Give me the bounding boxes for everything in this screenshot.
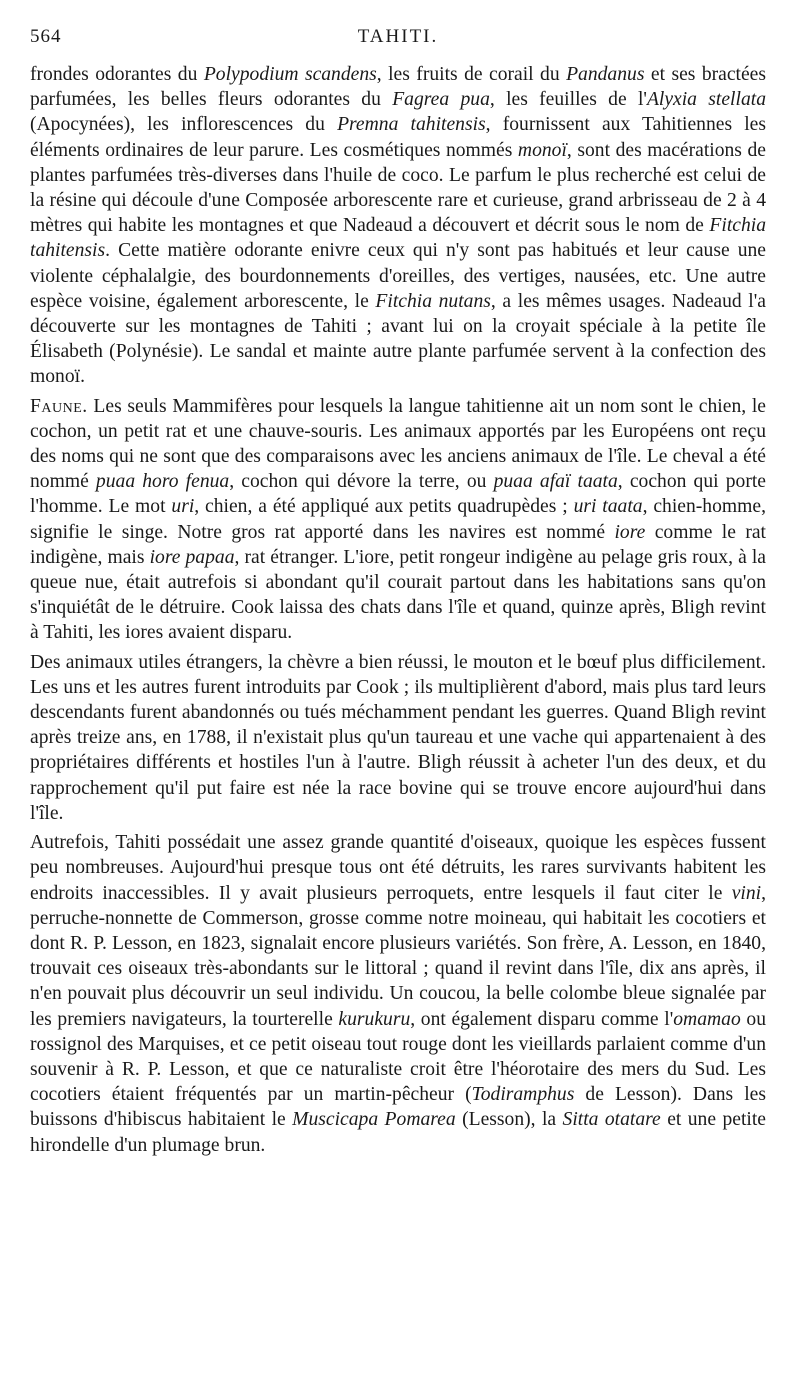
paragraph-birds: [30, 830, 766, 1158]
italic-term: iore: [614, 521, 646, 543]
text-run: , chien-homme, signifie le singe. Notre gros rat apporté dans les navires est nommé: [30, 496, 766, 543]
section-run-in-heading: Faune.: [30, 395, 88, 417]
text-run: , les feuilles de l': [489, 89, 647, 111]
italic-term: Polypodium scandens: [203, 64, 377, 85]
paragraph-domestic-animals: [30, 650, 766, 826]
text-run: , les fruits de corail du: [376, 64, 567, 85]
text-run: , rat étranger. L'iore, petit rongeur indigène au pelage gris roux, à la queue nue, était autrefois si abondant qu'il courait partout dans les habitations sans qu'on s'inquiétât de le détruire. Cook laissa des chats dans l'île et quand, quinze après, Bligh revint à Tahiti, les iores avaient disparu.: [30, 546, 767, 644]
text-run: et une petite hirondelle d'un plumage brun.: [30, 1109, 766, 1156]
text-run: , fournissent aux Tahitiennes les éléments ordinaires de leur parure. Les cosmétiques nommés: [30, 114, 767, 161]
italic-term: puaa afaï taata: [493, 471, 618, 493]
italic-term: omamao: [673, 1008, 741, 1030]
italic-term: Fitchia nutans: [375, 290, 491, 312]
text-run: de Lesson). Dans les buissons d'hibiscus habitaient le: [30, 1084, 766, 1131]
running-head: [30, 26, 766, 56]
italic-term: Premna tahitensis: [337, 114, 486, 136]
italic-term: puaa horo fenua: [95, 471, 230, 493]
italic-term: vini: [731, 882, 762, 904]
text-run: . Cette matière odorante enivre ceux qui n'y sont pas habitués et leur cause une violente céphalalgie, des bourdonnements d'oreilles, des vertiges, nausées, etc. Une autre espèce voisine, également arborescente, le: [30, 240, 766, 312]
text-run: , ont également disparu comme l': [410, 1008, 674, 1030]
paragraph-perfumes: [30, 62, 766, 390]
italic-term: uri: [171, 496, 195, 518]
italic-term: Sitta otatare: [562, 1109, 661, 1131]
text-run: , chien, a été appliqué aux petits quadrupèdes ;: [194, 496, 574, 518]
italic-term: kurukuru: [338, 1008, 411, 1030]
text-run: frondes odorantes du: [30, 64, 204, 85]
paragraph-fauna-mammals: [30, 394, 766, 646]
italic-term: Muscicapa Pomarea: [292, 1109, 456, 1131]
text-run: , sont des macérations de plantes parfumées très-diverses dans l'huile de coco. Le parfum le plus recherché est celui de la résine qui découle d'une Composée arborescente rare et curieuse, grand arbrisseau de 2 à 4 mètres qui habite les montagnes et que Nadeaud a découvert et décrit sous le nom de: [30, 139, 766, 237]
body-text: [30, 62, 766, 1158]
text-run: , perruche-nonnette de Commerson, grosse comme notre moineau, qui habitait les cocotiers et dont R. P. Lesson, en 1823, signalait encore plusieurs variétés. Son frère, A. Lesson, en 1840, trouvait ces oiseaux très-abondants sur le littoral ; quand il revint dans l'île, dix ans après, il n'en pouvait plus découvrir un seul individu. Un coucou, la belle colombe bleue signalée par les premiers navigateurs, la tourterelle: [30, 882, 766, 1030]
running-title: TAHITI.: [357, 26, 439, 47]
text-run: comme le rat indigène, mais: [30, 521, 766, 568]
italic-term: uri taata: [573, 496, 643, 518]
text-run: et ses bractées parfumées, les belles fleurs odorantes du: [30, 64, 767, 111]
text-run: , cochon qui porte l'homme. Le mot: [30, 471, 766, 518]
italic-term: Todiramphus: [471, 1084, 575, 1106]
text-run: (Lesson), la: [455, 1109, 563, 1131]
text-run: Les seuls Mammifères pour lesquels la langue tahitienne ait un nom sont le chien, le cochon, un petit rat et une chauve-souris. Les animaux apportés par les Européens ont reçu des noms qui ne sont que des comparaisons avec les anciens animaux de l'île. Le cheval a été nommé: [30, 395, 766, 493]
text-run: Des animaux utiles étrangers, la chèvre a bien réussi, le mouton et le bœuf plus difficilement. Les uns et les autres furent introduits par Cook ; ils multiplièrent d'abord, mais plus tard leurs descendants furent abandonnés ou tués méchamment pendant les guerres. Quand Bligh revint après treize ans, en 1788, il n'existait plus qu'un taureau et une vache qui appartenaient à des propriétaires différents et hostiles l'un à l'autre. Bligh réussit à acheter l'un des deux, et du rapprochement qu'il put faire est née la race bovine qui se trouve encore aujourd'hui dans l'île.: [30, 651, 766, 824]
text-run: , a les mêmes usages. Nadeaud l'a découverte sur les montagnes de Tahiti ; avant lui on la croyait spéciale à la petite île Élisabeth (Polynésie). Le sandal et mainte autre plante parfumée servent à la confection des monoï.: [30, 290, 766, 388]
italic-term: Alyxia stellata: [646, 89, 766, 111]
text-run: ou rossignol des Marquises, et ce petit oiseau tout rouge dont les vieillards parlaient comme d'un souvenir à R. P. Lesson, et que ce naturaliste croit être l'héorotaire des mers du Sud. Les cocotiers étaient fréquentés par un martin-pêcheur (: [30, 1008, 766, 1106]
text-run: , cochon qui dévore la terre, ou: [229, 471, 494, 493]
text-run: Autrefois, Tahiti possédait une assez grande quantité d'oiseaux, quoique les espèces fussent peu nombreuses. Aujourd'hui presque tous ont été détruits, les rares survivants habitent les endroits inaccessibles. Il y avait plusieurs perroquets, entre lesquels il faut citer le: [30, 832, 766, 904]
italic-term: monoï: [517, 139, 567, 161]
italic-term: iore papaa: [149, 546, 235, 568]
text-run: (Apocynées), les inflorescences du: [30, 114, 338, 136]
italic-term: Fagrea pua: [392, 89, 490, 111]
italic-term: Pandanus: [566, 64, 645, 85]
italic-term: Fitchia tahitensis: [30, 215, 766, 262]
book-page: [30, 26, 766, 1158]
page-number: 564: [30, 26, 62, 47]
